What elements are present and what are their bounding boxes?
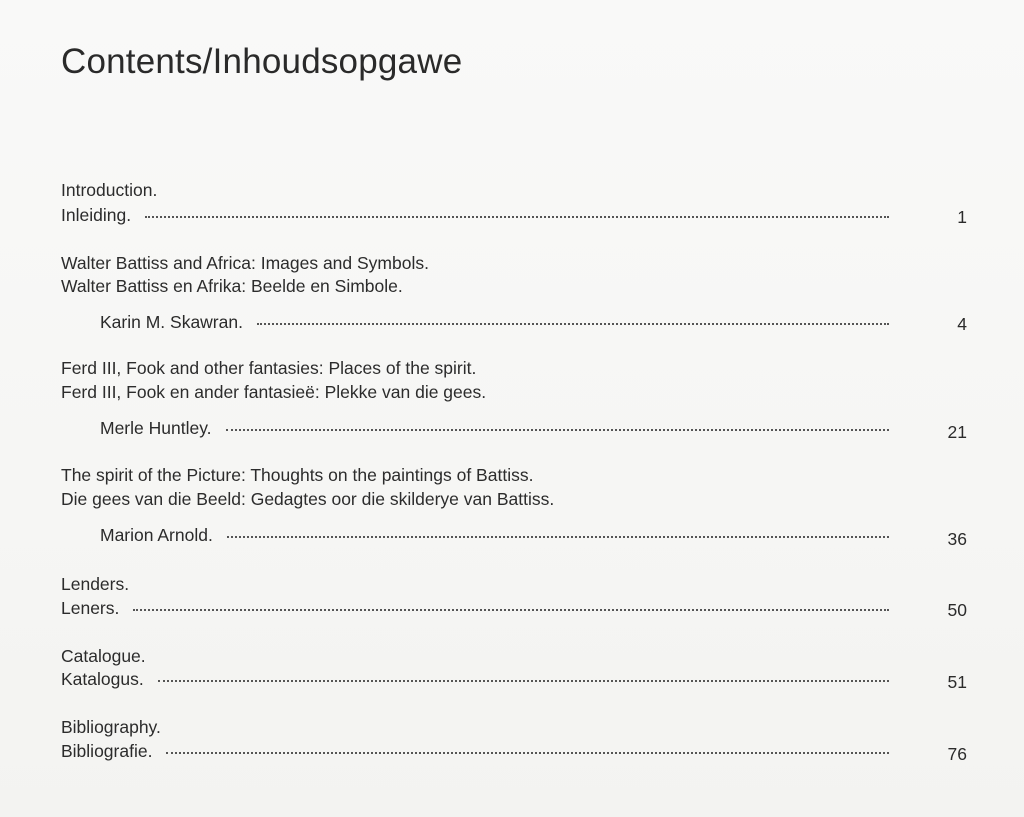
- toc-leader-row: [100, 417, 901, 439]
- toc-entry-title: Leners.: [61, 598, 120, 618]
- dot-leader: [226, 429, 889, 431]
- toc-page-number: 4: [957, 314, 967, 334]
- toc-entry-title: Katalogus.: [61, 669, 144, 689]
- toc-entry-title: Introduction.: [61, 180, 158, 200]
- toc-leader-row: [61, 204, 901, 226]
- toc-leader-row: [100, 311, 901, 333]
- toc-author: Merle Huntley.: [100, 418, 212, 438]
- toc-entry-title: Walter Battiss and Africa: Images and Symbols.: [61, 253, 429, 273]
- toc-leader-row: [61, 668, 901, 690]
- toc-page-number: 21: [947, 422, 967, 442]
- toc-leader-row: [61, 740, 901, 762]
- toc-entry-title: The spirit of the Picture: Thoughts on the paintings of Battiss.: [61, 465, 534, 485]
- dot-leader: [158, 680, 889, 682]
- dot-leader: [145, 216, 889, 218]
- toc-entry-title: Walter Battiss en Afrika: Beelde en Simbole.: [61, 276, 403, 296]
- toc-author: Karin M. Skawran.: [100, 312, 243, 332]
- dot-leader: [166, 752, 889, 754]
- toc-entry-title: Bibliography.: [61, 717, 161, 737]
- toc-author: Marion Arnold.: [100, 525, 213, 545]
- toc-page-number: 51: [947, 672, 967, 692]
- toc-entry-title: Catalogue.: [61, 646, 146, 666]
- toc-entry-title: Die gees van die Beeld: Gedagtes oor die skilderye van Battiss.: [61, 489, 555, 509]
- dot-leader: [227, 536, 889, 538]
- toc-page-number: 50: [947, 600, 967, 620]
- toc-page-number: 36: [947, 529, 967, 549]
- toc-entry-title: Ferd III, Fook and other fantasies: Places of the spirit.: [61, 358, 477, 378]
- dot-leader: [257, 323, 889, 325]
- page-title: Contents/Inhoudsopgawe: [61, 42, 463, 81]
- toc-entry-title: Inleiding.: [61, 205, 132, 225]
- toc-leader-row: [61, 597, 901, 619]
- toc-page-number: 76: [947, 744, 967, 764]
- toc-leader-row: [100, 524, 901, 546]
- toc-entry-title: Bibliografie.: [61, 741, 153, 761]
- toc-page-number: 1: [957, 207, 967, 227]
- toc-entry-title: Lenders.: [61, 574, 130, 594]
- dot-leader: [133, 609, 889, 611]
- toc-entry-title: Ferd III, Fook en ander fantasieë: Plekke van die gees.: [61, 382, 487, 402]
